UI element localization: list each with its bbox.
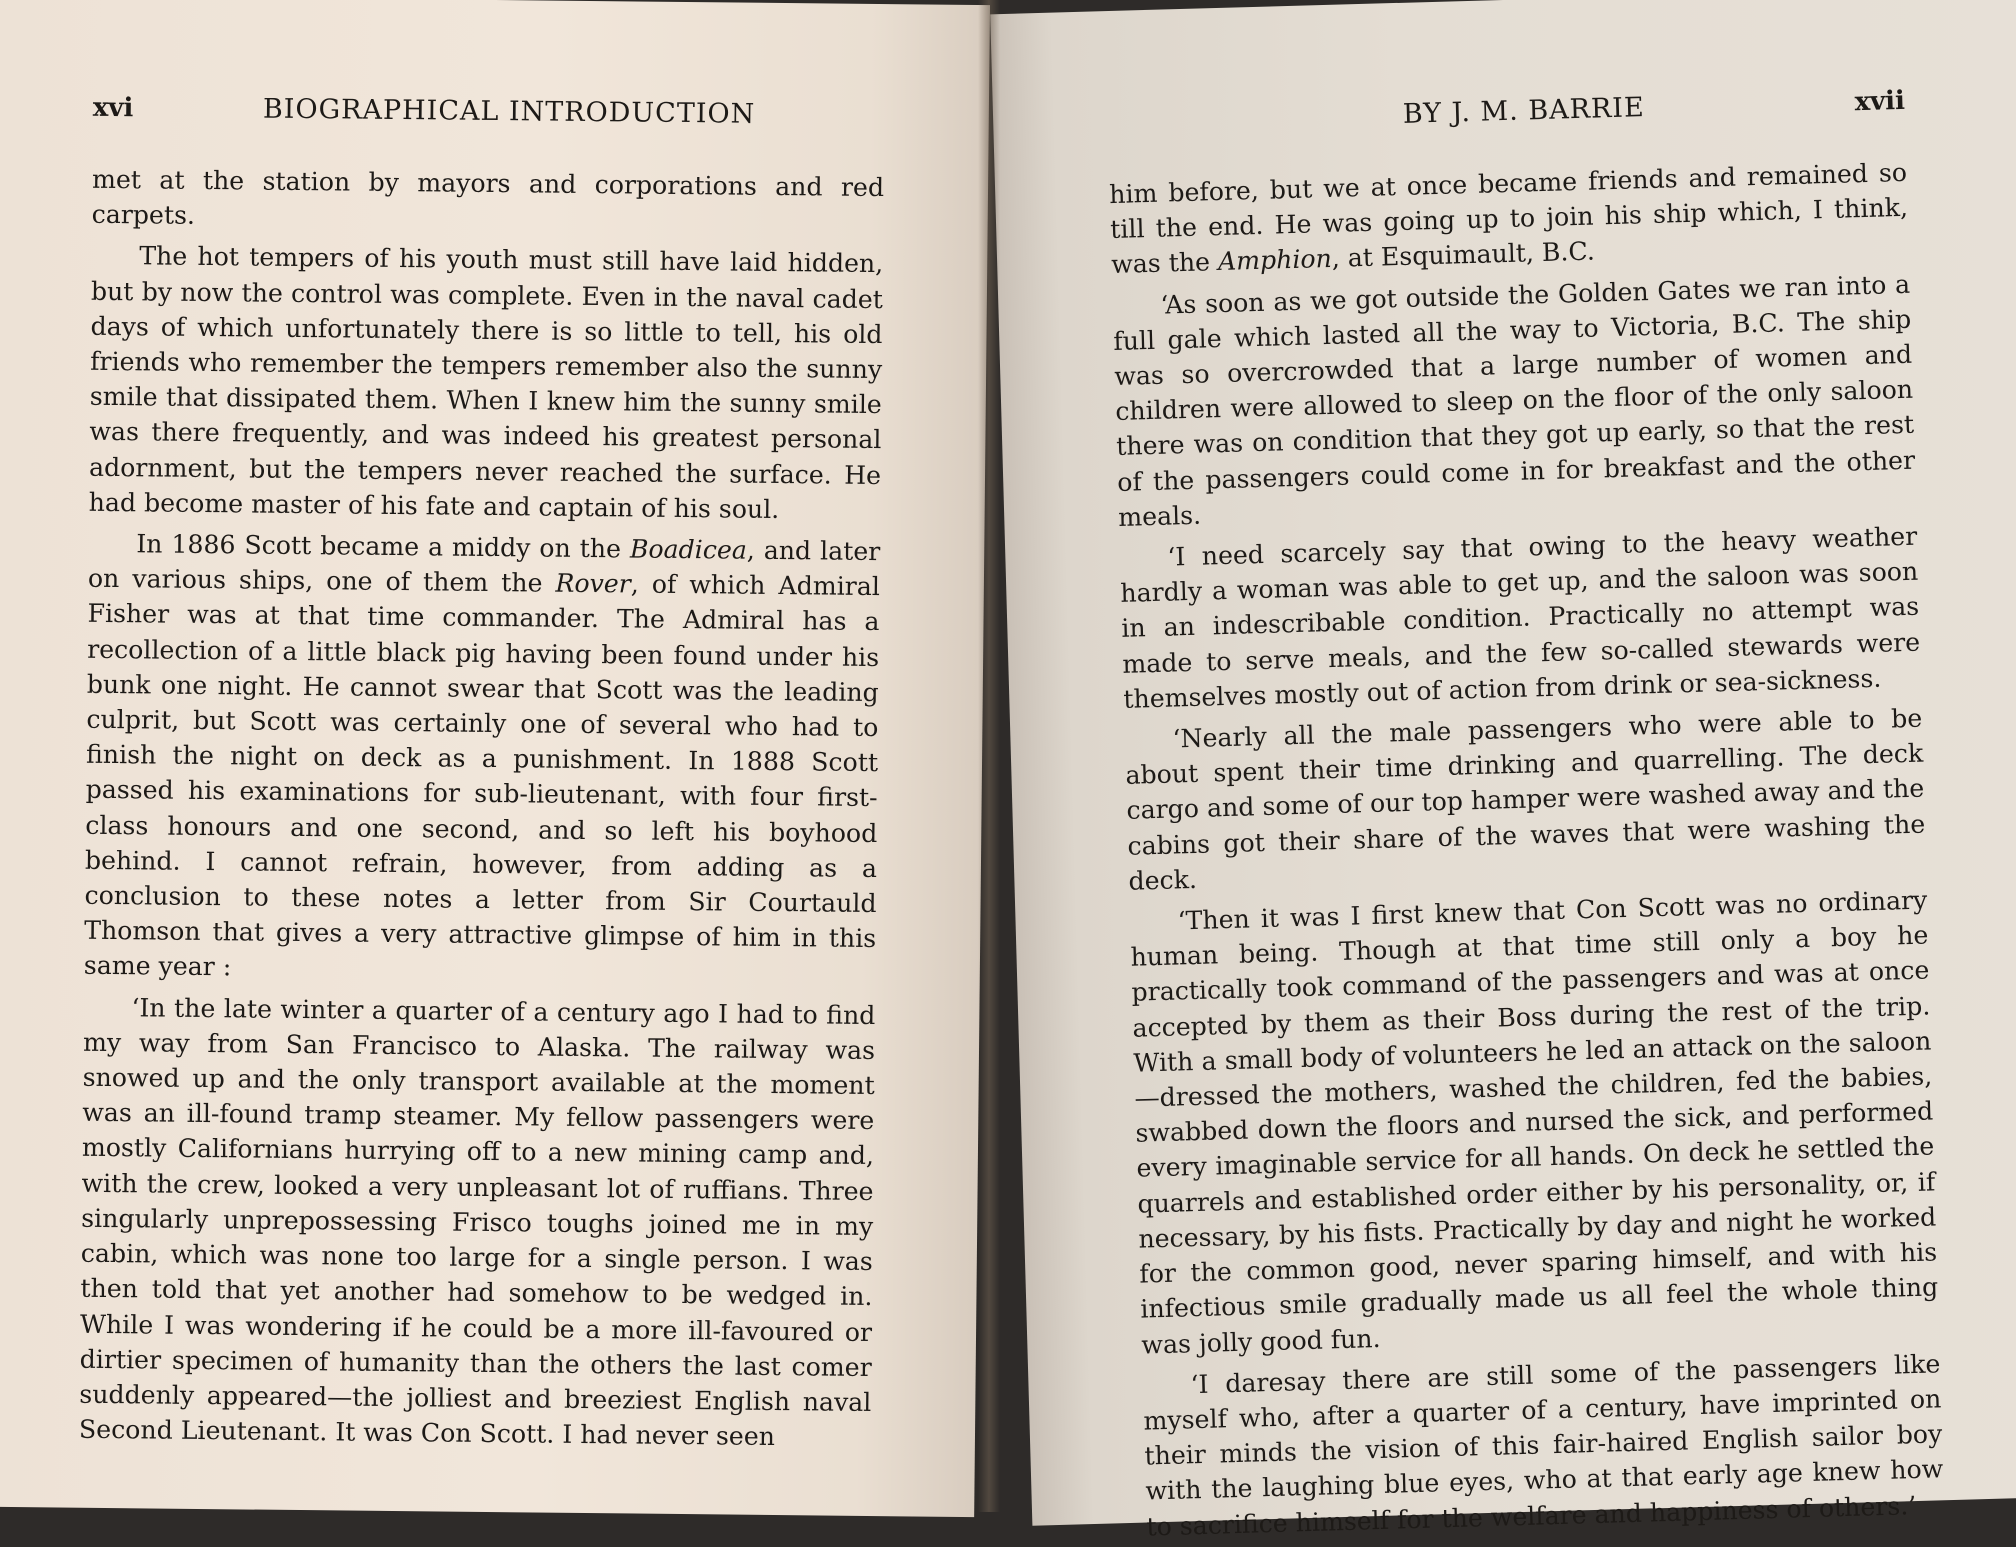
paragraph: ‘Nearly all the male passengers who were able to be about spent their time drinking and quarrelling. The deck cargo and some of our top hamper were washed away and the cabins got their share of the waves that were washing the deck. [1125,703,1926,896]
right-page-text [1109,155,1945,1544]
text-run: , and later on various ships, one of them the [87,535,881,598]
paragraph: ‘Then it was I first knew that Con Scott was no ordinary human being. Though at that time still only a boy he practically took command of the passengers and was at once accepted by them as their Boss during the rest of the trip. With a small body of volunteers he led an attack on the saloon —dressed the mothers, washed the children, fed the babies, swabbed down the floors and nursed the sick, and performed every imaginable service for all hands. On deck he settled the quarrels and established order either by his personality, or, if necessary, by his fists. Practically by day and night he worked for the common good, never sparing himself, and with his infectious smile gradually made us all feel the whole thing was jolly good fun. [1130,885,1939,1360]
ship-name: Amphion [1217,244,1333,277]
right-page [990,0,2016,1542]
paragraph: ‘As soon as we got outside the Golden Gates we ran into a full gale which lasted all the way to Victoria, B.C. The ship was so overcrowded that a large number of women and children were allowed to sleep on the floor of the only saloon there was on condition that they got up early, so that the rest of the passengers could come in for breakfast and the other meals. [1112,269,1916,532]
paragraph: ‘I need scarcely say that owing to the heavy weather hardly a woman was able to get up, and the saloon was soon in an indescribable condition. Practically no attempt was made to serve meals, and the few so-called stewards were themselves mostly out of action from drink or sea-sickness. [1120,521,1921,714]
page-number-left: xvi [92,92,134,124]
text-run: In 1886 Scott became a middy on the [136,529,631,564]
right-running-head [1107,85,1906,157]
text-run: , at Esquimault, B.C. [1331,236,1596,274]
left-running-head [92,92,884,150]
text-run: him before, but we at once became friends and remained so till the end. He was going up to join his ship which, I think, was the [1108,157,1909,280]
left-page-text [79,162,884,1456]
paragraph: ‘I daresay there are still some of the passengers like myself who, after a quarter of a century, have imprinted on their minds the vision of this fair-haired English sailor boy with the laughing blue eyes, who at that early age knew how to sacrifice himself for the welfare and happiness of others.’ [1143,1349,1944,1542]
running-head-title-left: BIOGRAPHICAL INTRODUCTION [262,93,756,130]
paragraph [1109,155,1910,283]
left-page [0,0,990,1517]
book-gutter [978,0,1000,1512]
text-run: , of which Admiral Fisher was at that time commander. The Admiral has a recollection of a little black pig having been found under his bunk one night. He cannot swear that Scott was the leading culprit, but Scott was certainly one of several who had to finish the night on deck as a punishment. In 1888 Scott passed his examinations for sub-lieutenant, with four first-class honours and one second, and so left his boyhood behind. I cannot refrain, however, from adding as a conclusion to these notes a letter from Sir Courtauld Thomson that gives a very attractive glimpse of him in this same year : [83,569,881,982]
paragraph: met at the station by mayors and corporations and red carpets. [91,164,885,231]
paragraph: The hot tempers of his youth must still have laid hidden, but by now the control was complete. Even in the naval cadet days of which unfortunately there is so little to tell, his old friends who remember the tempers remember also the sunny smile that dissipated them. When I knew him the sunny smile was there frequently, and was indeed his greatest personal adornment, but the tempers never reached the surface. He had become master of his fate and captain of his soul. [88,241,884,524]
ship-name: Boadicea [629,534,747,565]
page-number-right: xvii [1854,85,1906,118]
ship-name: Rover [555,568,631,599]
paragraph: ‘In the late winter a quarter of a century ago I had to find my way from San Francisco to Alaska. The railway was snowed up and the only transport available at the moment was an ill-found tramp steamer. My fellow passengers were mostly Californians hurrying off to a new mining camp and, with the crew, looked a very unpleasant lot of ruffians. Three singularly unprepossessing Frisco toughs joined me in my cabin, which was none too large for a single person. I was then told that yet another had somehow to be wedged in. While I was wondering if he could be a more ill-favoured or dirtier specimen of humanity than the others the last comer suddenly appeared—the jolliest and breeziest English naval Second Lieutenant. It was Con Scott. I had never seen [78,992,876,1452]
running-head-title-right: BY J. M. BARRIE [1402,92,1646,130]
paragraph [84,526,881,992]
